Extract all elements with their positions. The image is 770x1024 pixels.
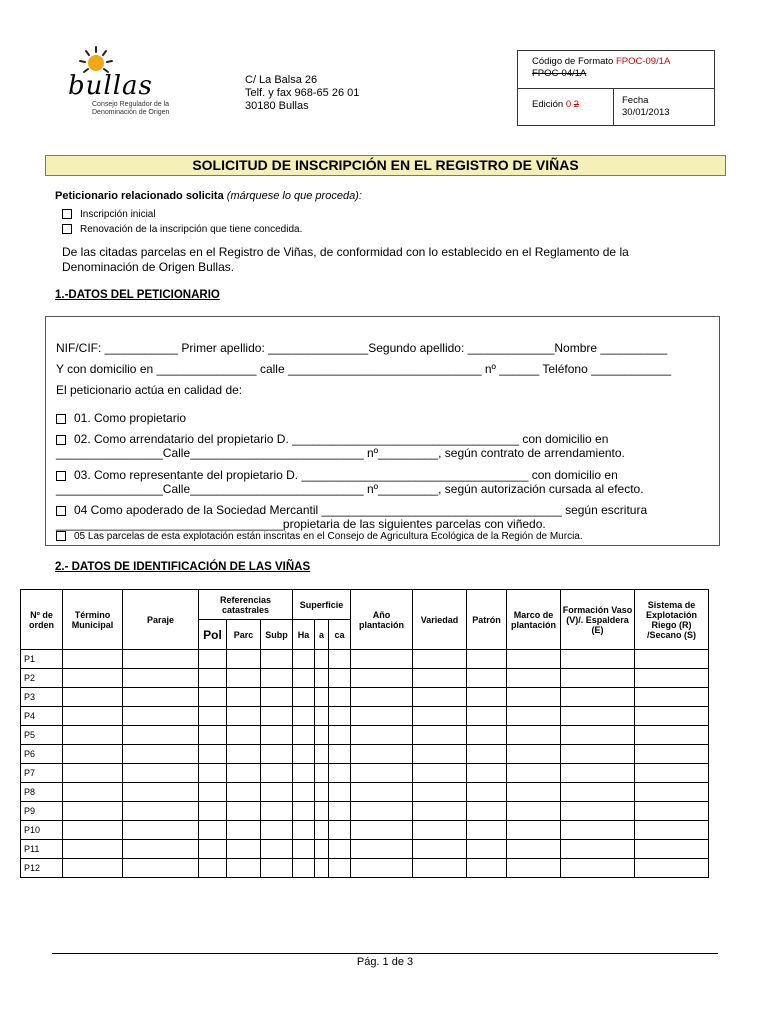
initial-inscription-checkbox[interactable] <box>62 209 72 219</box>
address-line3: 30180 Bullas <box>245 100 309 112</box>
table-cell[interactable] <box>63 688 123 707</box>
option-02-checkbox[interactable] <box>56 435 66 445</box>
table-cell[interactable] <box>507 726 561 745</box>
intro-paragraph <box>62 245 629 275</box>
vineyards-table-body <box>21 650 709 878</box>
table-cell[interactable] <box>199 802 227 821</box>
table-cell[interactable] <box>635 707 709 726</box>
table-cell[interactable] <box>123 688 199 707</box>
table-cell[interactable] <box>507 840 561 859</box>
table-cell[interactable] <box>507 669 561 688</box>
table-cell[interactable] <box>63 764 123 783</box>
row-label: P2 <box>21 669 63 688</box>
table-cell[interactable] <box>561 783 635 802</box>
table-cell[interactable] <box>315 707 329 726</box>
option-02-line2[interactable]: ________________Calle__________________________ nº_________, según contrato de arrendamiento. <box>56 446 625 460</box>
form-title: SOLICITUD DE INSCRIPCIÓN EN EL REGISTRO DE VIÑAS <box>45 155 726 176</box>
format-code-old: FPOC-04/1A <box>532 68 587 79</box>
table-row <box>21 859 709 878</box>
table-cell[interactable] <box>123 745 199 764</box>
table-cell[interactable] <box>261 802 293 821</box>
table-row <box>21 688 709 707</box>
option-02-line1: 02. Como arrendatario del propietario D. __________________________________ con domicilio en <box>74 432 609 446</box>
edition-label: Edición <box>532 99 566 110</box>
table-cell[interactable] <box>413 764 467 783</box>
table-cell[interactable] <box>467 650 507 669</box>
table-cell[interactable] <box>413 688 467 707</box>
table-row <box>21 669 709 688</box>
header-ha: Ha <box>293 620 315 650</box>
table-cell[interactable] <box>467 669 507 688</box>
table-cell[interactable] <box>635 821 709 840</box>
table-cell[interactable] <box>63 650 123 669</box>
table-cell[interactable] <box>315 669 329 688</box>
table-cell[interactable] <box>635 764 709 783</box>
table-cell[interactable] <box>261 840 293 859</box>
address-phone-line[interactable]: Y con domicilio en _______________ calle _____________________________ nº ______ Teléfono ____________ <box>56 362 672 376</box>
table-cell[interactable] <box>507 783 561 802</box>
header-subp: Subp <box>261 620 293 650</box>
table-cell[interactable] <box>467 821 507 840</box>
table-cell[interactable] <box>329 726 351 745</box>
table-cell[interactable] <box>199 859 227 878</box>
table-cell[interactable] <box>123 764 199 783</box>
header-sistema: Sistema de Explotación Riego (R) /Secano (S) <box>635 590 709 650</box>
table-cell[interactable] <box>315 745 329 764</box>
request-lead-italic: (márquese lo que proceda): <box>223 190 362 202</box>
table-cell[interactable] <box>227 707 261 726</box>
table-cell[interactable] <box>293 745 315 764</box>
table-cell[interactable] <box>199 840 227 859</box>
table-cell[interactable] <box>351 745 413 764</box>
table-cell[interactable] <box>293 783 315 802</box>
option-03-line1: 03. Como representante del propietario D. __________________________________ con domicilio en <box>74 468 618 482</box>
table-row <box>21 764 709 783</box>
table-cell[interactable] <box>329 840 351 859</box>
table-cell[interactable] <box>351 821 413 840</box>
table-cell[interactable] <box>315 802 329 821</box>
table-cell[interactable] <box>467 859 507 878</box>
table-cell[interactable] <box>635 802 709 821</box>
table-cell[interactable] <box>63 821 123 840</box>
header-pol: Pol <box>199 620 227 650</box>
table-cell[interactable] <box>467 783 507 802</box>
table-cell[interactable] <box>467 840 507 859</box>
option-04[interactable] <box>56 503 714 517</box>
table-cell[interactable] <box>351 840 413 859</box>
option-04-checkbox[interactable] <box>56 506 66 516</box>
table-cell[interactable] <box>293 707 315 726</box>
table-row <box>21 707 709 726</box>
option-05-checkbox[interactable] <box>56 531 66 541</box>
table-row <box>21 650 709 669</box>
table-cell[interactable] <box>227 859 261 878</box>
table-cell[interactable] <box>293 726 315 745</box>
table-cell[interactable] <box>329 802 351 821</box>
table-cell[interactable] <box>351 669 413 688</box>
format-code-value: FPOC-09/1A <box>615 56 671 67</box>
table-cell[interactable] <box>413 783 467 802</box>
table-cell[interactable] <box>561 669 635 688</box>
table-cell[interactable] <box>261 859 293 878</box>
page-number: Pág. 1 de 3 <box>356 956 414 968</box>
table-row <box>21 840 709 859</box>
bullas-logo <box>58 45 178 125</box>
table-cell[interactable] <box>227 669 261 688</box>
table-cell[interactable] <box>635 688 709 707</box>
logo-subtitle-line2: Denominación de Origen <box>92 109 170 116</box>
option-03-line2[interactable]: ________________Calle__________________________ nº_________, según autorización cursada al efecto. <box>56 482 644 496</box>
table-cell[interactable] <box>227 650 261 669</box>
table-cell[interactable] <box>635 726 709 745</box>
header-a: a <box>315 620 329 650</box>
table-cell[interactable] <box>261 707 293 726</box>
table-cell[interactable] <box>467 764 507 783</box>
table-cell[interactable] <box>123 802 199 821</box>
table-row <box>21 783 709 802</box>
table-cell[interactable] <box>329 669 351 688</box>
table-cell[interactable] <box>329 783 351 802</box>
table-cell[interactable] <box>351 859 413 878</box>
table-cell[interactable] <box>315 859 329 878</box>
table-cell[interactable] <box>293 821 315 840</box>
option-04-line1: 04 Como apoderado de la Sociedad Mercantil ____________________________________ según escritura <box>74 503 648 517</box>
initial-inscription-label: Inscripción inicial <box>80 209 156 220</box>
table-cell[interactable] <box>123 669 199 688</box>
address-line1: C/ La Balsa 26 <box>245 74 318 86</box>
table-cell[interactable] <box>467 745 507 764</box>
table-cell[interactable] <box>635 650 709 669</box>
table-cell[interactable] <box>123 707 199 726</box>
table-cell[interactable] <box>227 802 261 821</box>
table-row <box>21 726 709 745</box>
intro-paragraph-line1: De las citadas parcelas en el Registro de Viñas, de conformidad con lo establecido en el Reglamento de la <box>62 245 629 259</box>
logo-subtitle-line1: Consejo Regulador de la <box>92 101 170 108</box>
table-cell[interactable] <box>467 802 507 821</box>
table-cell[interactable] <box>507 821 561 840</box>
table-cell[interactable] <box>261 688 293 707</box>
table-cell[interactable] <box>413 859 467 878</box>
table-row <box>21 745 709 764</box>
footer-rule <box>52 953 718 954</box>
table-cell[interactable] <box>561 726 635 745</box>
table-cell[interactable] <box>261 783 293 802</box>
table-cell[interactable] <box>561 802 635 821</box>
table-cell[interactable] <box>329 859 351 878</box>
table-cell[interactable] <box>123 783 199 802</box>
table-cell[interactable] <box>329 688 351 707</box>
table-cell[interactable] <box>467 726 507 745</box>
table-cell[interactable] <box>561 650 635 669</box>
table-cell[interactable] <box>351 707 413 726</box>
option-01-label: 01. Como propietario <box>74 411 187 425</box>
table-cell[interactable] <box>261 745 293 764</box>
option-initial-inscription[interactable] <box>62 209 156 220</box>
table-cell[interactable] <box>507 707 561 726</box>
table-cell[interactable] <box>261 821 293 840</box>
section1-heading: 1.-DATOS DEL PETICIONARIO <box>55 289 220 301</box>
table-cell[interactable] <box>413 840 467 859</box>
table-cell[interactable] <box>293 669 315 688</box>
table-cell[interactable] <box>315 764 329 783</box>
table-cell[interactable] <box>561 688 635 707</box>
table-cell[interactable] <box>227 726 261 745</box>
table-cell[interactable] <box>507 764 561 783</box>
renewal-checkbox[interactable] <box>62 224 72 234</box>
edition-cell <box>518 89 614 125</box>
table-cell[interactable] <box>351 726 413 745</box>
table-cell[interactable] <box>293 859 315 878</box>
nif-name-line[interactable]: NIF/CIF: ___________ Primer apellido: _______________Segundo apellido: _____________Nombre __________ <box>56 341 668 355</box>
table-cell[interactable] <box>227 764 261 783</box>
table-cell[interactable] <box>227 783 261 802</box>
table-cell[interactable] <box>199 688 227 707</box>
section2-heading: 2.- DATOS DE IDENTIFICACIÓN DE LAS VIÑAS <box>55 561 311 573</box>
request-lead-bold: Peticionario relacionado solicita <box>55 190 224 202</box>
table-cell[interactable] <box>315 726 329 745</box>
option-04-line2[interactable]: __________________________________propietaria de las siguientes parcelas con viñedo. <box>56 517 546 531</box>
header-ano: Año plantación <box>351 590 413 650</box>
row-label: P4 <box>21 707 63 726</box>
header-superficie: Superficie <box>293 590 351 620</box>
table-cell[interactable] <box>351 688 413 707</box>
table-cell[interactable] <box>199 745 227 764</box>
table-cell[interactable] <box>315 783 329 802</box>
table-cell[interactable] <box>315 821 329 840</box>
header-orden: Nº de orden <box>21 590 63 650</box>
table-row <box>21 802 709 821</box>
table-cell[interactable] <box>123 840 199 859</box>
table-cell[interactable] <box>635 783 709 802</box>
edition-value: 0 <box>565 99 572 110</box>
row-label: P12 <box>21 859 63 878</box>
table-cell[interactable] <box>199 669 227 688</box>
table-cell[interactable] <box>329 821 351 840</box>
header-referencias: Referencias catastrales <box>199 590 293 620</box>
table-cell[interactable] <box>351 764 413 783</box>
table-cell[interactable] <box>227 688 261 707</box>
table-cell[interactable] <box>293 688 315 707</box>
table-cell[interactable] <box>315 840 329 859</box>
logo-subtitle <box>92 101 169 117</box>
table-cell[interactable] <box>199 707 227 726</box>
row-label: P9 <box>21 802 63 821</box>
option-01-checkbox[interactable] <box>56 414 66 424</box>
table-row <box>21 821 709 840</box>
document-control-box <box>517 50 715 126</box>
table-cell[interactable] <box>261 764 293 783</box>
table-cell[interactable] <box>413 802 467 821</box>
table-cell[interactable] <box>227 840 261 859</box>
header-patron: Patrón <box>467 590 507 650</box>
table-cell[interactable] <box>123 859 199 878</box>
table-cell[interactable] <box>507 859 561 878</box>
table-cell[interactable] <box>561 821 635 840</box>
option-05[interactable] <box>56 531 583 542</box>
table-cell[interactable] <box>351 802 413 821</box>
table-cell[interactable] <box>123 650 199 669</box>
table-cell[interactable] <box>199 821 227 840</box>
table-cell[interactable] <box>63 859 123 878</box>
table-cell[interactable] <box>63 726 123 745</box>
row-label: P6 <box>21 745 63 764</box>
table-cell[interactable] <box>227 821 261 840</box>
row-label: P10 <box>21 821 63 840</box>
table-cell[interactable] <box>561 859 635 878</box>
table-cell[interactable] <box>329 745 351 764</box>
table-cell[interactable] <box>561 764 635 783</box>
row-label: P5 <box>21 726 63 745</box>
header-formacion: Formación Vaso (V)/. Espaldera (E) <box>561 590 635 650</box>
table-cell[interactable] <box>63 707 123 726</box>
table-cell[interactable] <box>351 650 413 669</box>
table-cell[interactable] <box>507 650 561 669</box>
table-cell[interactable] <box>315 650 329 669</box>
table-cell[interactable] <box>467 688 507 707</box>
table-cell[interactable] <box>293 802 315 821</box>
header-variedad: Variedad <box>413 590 467 650</box>
table-cell[interactable] <box>635 669 709 688</box>
address-block <box>245 74 359 113</box>
table-cell[interactable] <box>561 840 635 859</box>
row-label: P8 <box>21 783 63 802</box>
table-cell[interactable] <box>293 650 315 669</box>
option-02[interactable] <box>56 432 714 446</box>
vineyards-table <box>20 589 709 878</box>
row-label: P11 <box>21 840 63 859</box>
date-cell <box>614 89 670 125</box>
row-label: P7 <box>21 764 63 783</box>
table-cell[interactable] <box>507 745 561 764</box>
table-cell[interactable] <box>293 840 315 859</box>
table-cell[interactable] <box>63 745 123 764</box>
table-cell[interactable] <box>199 650 227 669</box>
table-cell[interactable] <box>293 764 315 783</box>
option-03[interactable] <box>56 468 714 482</box>
table-cell[interactable] <box>63 802 123 821</box>
header-ca: ca <box>329 620 351 650</box>
table-cell[interactable] <box>561 745 635 764</box>
table-cell[interactable] <box>413 821 467 840</box>
table-cell[interactable] <box>467 707 507 726</box>
table-cell[interactable] <box>63 669 123 688</box>
table-cell[interactable] <box>261 650 293 669</box>
table-cell[interactable] <box>199 783 227 802</box>
table-cell[interactable] <box>507 688 561 707</box>
table-cell[interactable] <box>329 650 351 669</box>
row-label: P3 <box>21 688 63 707</box>
table-cell[interactable] <box>199 726 227 745</box>
option-05-label: 05 Las parcelas de esta explotación están inscritas en el Consejo de Agricultura Ecológica de la Región de Murcia. <box>74 531 583 542</box>
row-label: P1 <box>21 650 63 669</box>
header-parc: Parc <box>227 620 261 650</box>
table-cell[interactable] <box>413 745 467 764</box>
renewal-label: Renovación de la inscripción que tiene concedida. <box>80 224 303 235</box>
table-cell[interactable] <box>123 726 199 745</box>
table-cell[interactable] <box>635 840 709 859</box>
date-value: 30/01/2013 <box>622 107 670 118</box>
format-code-label: Código de Formato <box>532 56 616 67</box>
request-lead <box>55 190 362 202</box>
edition-old-value: 2 <box>573 99 580 110</box>
header-paraje: Paraje <box>123 590 199 650</box>
table-cell[interactable] <box>561 707 635 726</box>
table-cell[interactable] <box>199 764 227 783</box>
table-cell[interactable] <box>413 669 467 688</box>
logo-brand: bullas <box>68 71 153 101</box>
table-cell[interactable] <box>227 745 261 764</box>
date-label: Fecha <box>622 95 649 106</box>
table-cell[interactable] <box>635 859 709 878</box>
table-cell[interactable] <box>507 802 561 821</box>
intro-paragraph-line2: Denominación de Origen Bullas. <box>62 260 235 274</box>
format-code <box>532 56 714 68</box>
address-line2: Telf. y fax 968-65 26 01 <box>245 87 360 99</box>
header-marco: Marco de plantación <box>507 590 561 650</box>
table-cell[interactable] <box>315 688 329 707</box>
table-cell[interactable] <box>261 669 293 688</box>
table-cell[interactable] <box>413 707 467 726</box>
table-cell[interactable] <box>635 745 709 764</box>
table-cell[interactable] <box>329 764 351 783</box>
table-cell[interactable] <box>63 840 123 859</box>
header-termino: Término Municipal <box>63 590 123 650</box>
table-cell[interactable] <box>261 726 293 745</box>
table-cell[interactable] <box>413 650 467 669</box>
option-01[interactable] <box>56 411 714 425</box>
table-cell[interactable] <box>123 821 199 840</box>
table-cell[interactable] <box>413 726 467 745</box>
capacity-label: El peticionario actúa en calidad de: <box>56 383 243 397</box>
table-cell[interactable] <box>63 783 123 802</box>
table-cell[interactable] <box>329 707 351 726</box>
option-renewal[interactable] <box>62 224 302 235</box>
option-03-checkbox[interactable] <box>56 471 66 481</box>
table-cell[interactable] <box>351 783 413 802</box>
